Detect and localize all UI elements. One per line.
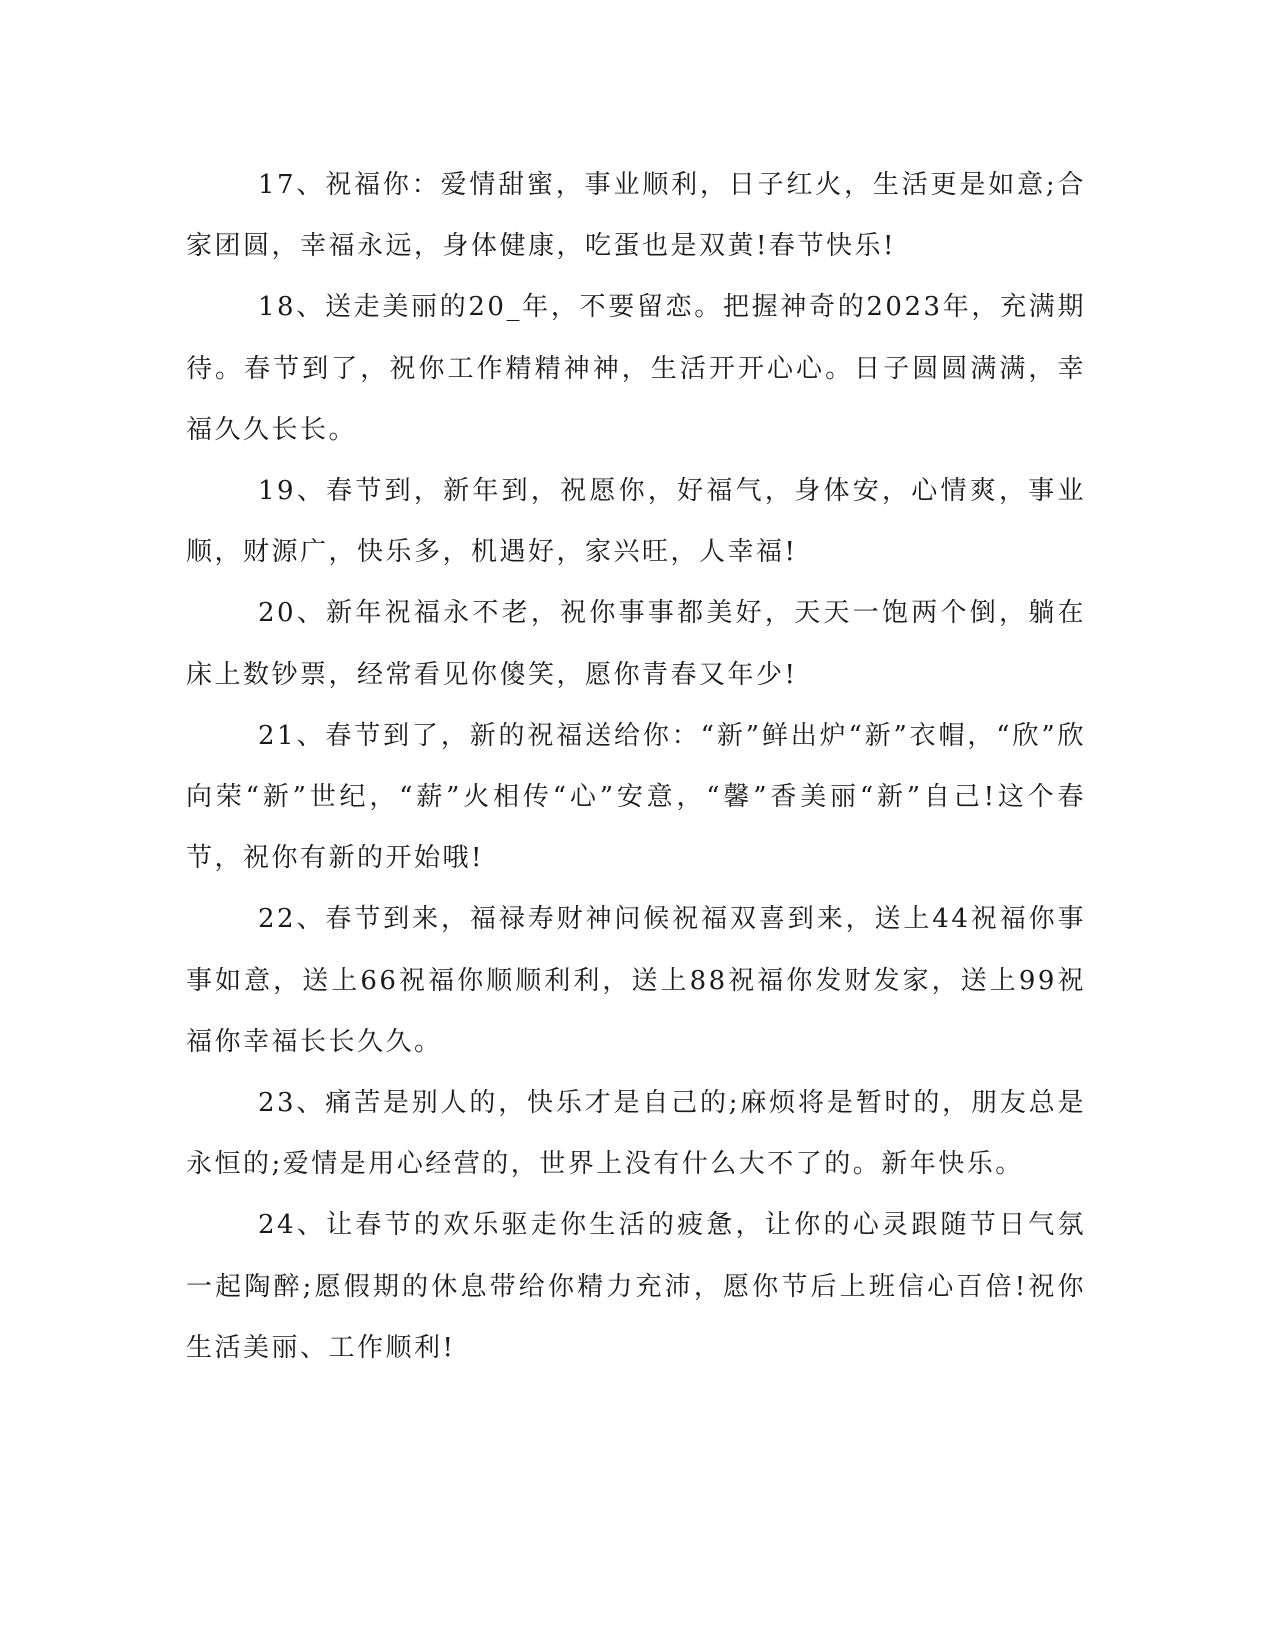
paragraph-21: 21、春节到了，新的祝福送给你：“新”鲜出炉“新”衣帽，“欣”欣向荣“新”世纪，“薪”火相传“心”安意，“馨”香美丽“新”自己!这个春节，祝你有新的开始哦!	[186, 720, 1086, 874]
paragraph-18: 18、送走美丽的20_年，不要留恋。把握神奇的2023年，充满期待。春节到了，祝你工作精精神神，生活开开心心。日子圆圆满满，幸福久久长长。	[186, 292, 1086, 445]
paragraph-24: 24、让春节的欢乐驱走你生活的疲惫，让你的心灵跟随节日气氛一起陶醉;愿假期的休息带给你精力充沛，愿你节后上班信心百倍!祝你生活美丽、工作顺利!	[186, 1210, 1086, 1363]
document-body	[186, 155, 1086, 1379]
paragraph-20: 20、新年祝福永不老，祝你事事都美好，天天一饱两个倒，躺在床上数钞票，经常看见你傻笑，愿你青春又年少!	[186, 598, 1086, 690]
paragraph-23: 23、痛苦是别人的，快乐才是自己的;麻烦将是暂时的，朋友总是永恒的;爱情是用心经营的，世界上没有什么大不了的。新年快乐。	[186, 1088, 1086, 1180]
paragraph-22: 22、春节到来，福禄寿财神问候祝福双喜到来，送上44祝福你事事如意，送上66祝福你顺顺利利，送上88祝福你发财发家，送上99祝福你幸福长长久久。	[186, 904, 1086, 1057]
paragraph-19: 19、春节到，新年到，祝愿你，好福气，身体安，心情爽，事业顺，财源广，快乐多，机遇好，家兴旺，人幸福!	[186, 476, 1086, 568]
paragraph-17: 17、祝福你：爱情甜蜜，事业顺利，日子红火，生活更是如意;合家团圆，幸福永远，身体健康，吃蛋也是双黄!春节快乐!	[186, 170, 1086, 262]
